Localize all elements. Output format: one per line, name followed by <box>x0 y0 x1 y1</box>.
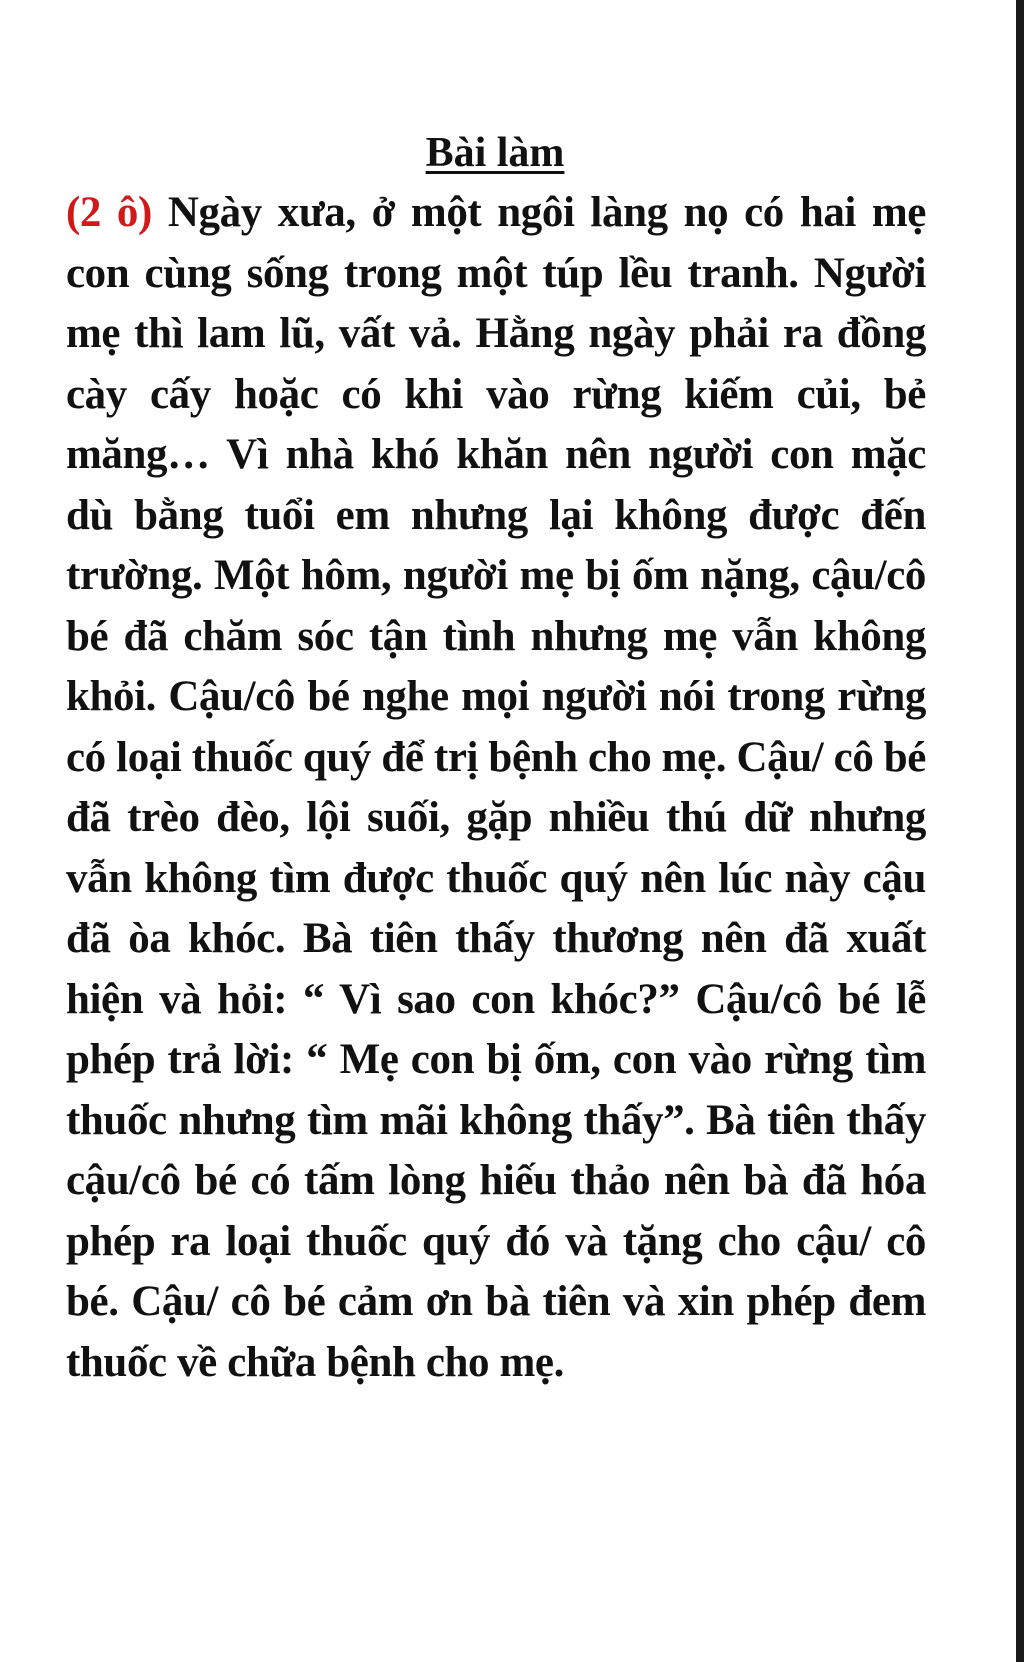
page-edge-border <box>1016 0 1024 1662</box>
score-label: (2 ô) <box>66 189 152 236</box>
essay-paragraph <box>66 183 926 1393</box>
essay-body: Ngày xưa, ở một ngôi làng nọ có hai mẹ con cùng sống trong một túp lều tranh. Người mẹ thì lam lũ, vất vả. Hằng ngày phải ra đồng cày cấy hoặc có khi vào rừng kiếm củi, bẻ măng… Vì nhà khó khăn nên người con mặc dù bằng tuổi em nhưng lại không được đến trường. Một hôm, người mẹ bị ốm nặng, cậu/cô bé đã chăm sóc tận tình nhưng mẹ vẫn không khỏi. Cậu/cô bé nghe mọi người nói trong rừng có loại thuốc quý để trị bệnh cho mẹ. Cậu/ cô bé đã trèo đèo, lội suối, gặp nhiều thú dữ nhưng vẫn không tìm được thuốc quý nên lúc này cậu đã òa khóc. Bà tiên thấy thương nên đã xuất hiện và hỏi: “ Vì sao con khóc?” Cậu/cô bé lễ phép trả lời: “ Mẹ con bị ốm, con vào rừng tìm thuốc nhưng tìm mãi không thấy”. Bà tiên thấy cậu/cô bé có tấm lòng hiếu thảo nên bà đã hóa phép ra loại thuốc quý đó và tặng cho cậu/ cô bé. Cậu/ cô bé cảm ơn bà tiên và xin phép đem thuốc về chữa bệnh cho mẹ. <box>66 189 926 1386</box>
document-title: Bài làm <box>425 130 565 176</box>
